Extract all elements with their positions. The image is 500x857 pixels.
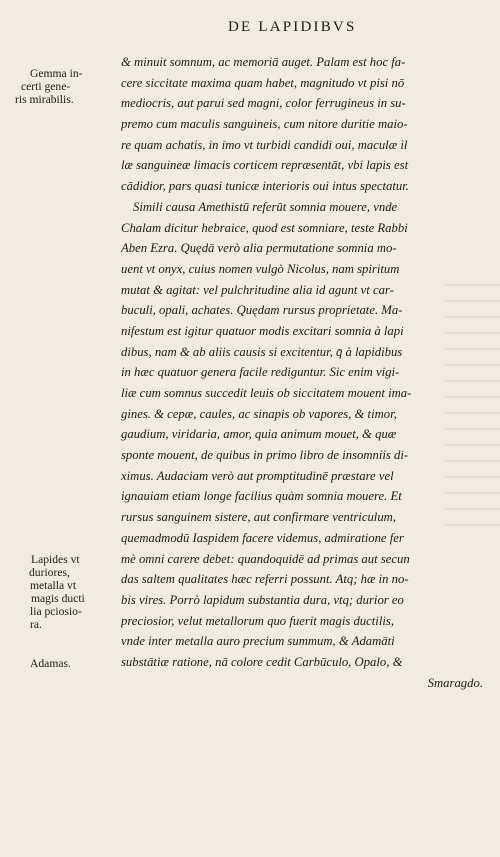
margin-note-line: Adamas.: [30, 657, 71, 670]
text-line: ximus. Audaciam verò aut promptitudinē præstare vel: [121, 468, 394, 483]
text-line: dibus, nam & ab aliis causis si excitentur, q̄ à lapidibus: [121, 344, 403, 359]
margin-note-lapides: [10, 553, 120, 631]
text-line: quemadmodū Iaspidem facere videmus, admiratione fer: [121, 530, 404, 545]
text-line: preciosior, velut metallorum quo fuerit magis ductilis,: [121, 613, 394, 628]
text-line: & minuit somnum, ac memoriā auget. Palam est hoc fa-: [121, 55, 406, 69]
text-line: uent vt onyx, cuius nomen vulgò Nicolus, nam spiritum: [121, 261, 400, 276]
text-line: in hæc quatuor genera facile rediguntur. Sic enim vigi-: [121, 365, 400, 380]
text-line-final: Smaragdo.: [427, 675, 483, 690]
text-line: mè omni carere debet: quandoquidē ad primas aut secun: [121, 551, 410, 566]
text-line: vnde inter metalla auro precium summum, & Adamāti: [121, 634, 395, 649]
text-line: buculi, opali, achates. Quędam rursus proprietate. Ma-: [121, 303, 403, 318]
text-line: mutat & agitat: vel pulchritudine alia id agunt vt car-: [121, 282, 394, 297]
margin-note-line: ris mirabilis.: [15, 93, 74, 106]
text-line: Aben Ezra. Quędā verò alia permutatione somnia mo-: [121, 241, 397, 256]
text-line: re quam achatis, in imo vt turbidi candidi oui, maculæ il: [121, 137, 408, 152]
margin-note-line: metalla vt: [30, 579, 77, 592]
text-line: gaudium, viridaria, amor, quia animum mouet, & quæ: [121, 427, 397, 442]
text-line: substātiæ ratione, nā colore cedit Carbūculo, Opalo, &: [121, 654, 403, 669]
margin-note-line: Gemma in-: [30, 67, 83, 80]
running-title: DE LAPIDIBVS: [228, 19, 357, 35]
text-line: sponte mouent, de quibus in primo libro de insomniis di-: [121, 448, 409, 463]
margin-note-line: duriores,: [29, 566, 70, 579]
margin-note-line: certi gene-: [21, 80, 71, 93]
text-line: læ sanguineæ limacis corticem repræsentāt, vbi lapis est: [121, 158, 409, 173]
margin-note-line: Lapides vt: [31, 553, 80, 566]
text-line: nifestum est igitur quatuor modis excitari somnia à lapi: [121, 323, 404, 338]
text-line: Simili causa Amethistū referūt somnia mouere, vnde: [133, 199, 398, 214]
text-line: gines. & cepæ, caules, ac sinapis ob vapores, & timor,: [121, 406, 397, 421]
text-line: das saltem qualitates hæc referri possunt. Atq; hæ in no-: [121, 572, 409, 587]
main-text-column: [121, 52, 491, 693]
text-line: ignauiam etiam longe facilius quàm somnia mouere. Et: [121, 489, 402, 504]
margin-note-line: magis ducti: [31, 592, 85, 605]
margin-note-gemma: [10, 67, 120, 106]
margin-note-line: ra.: [30, 618, 42, 631]
margin-note-line: lia pciosio-: [30, 605, 82, 618]
margin-note-adamas: [10, 657, 120, 670]
text-line: bis vires. Porrò lapidum substantia dura, vtq; durior eo: [121, 592, 404, 607]
text-line: mediocris, aut parui sed magni, color ferrugineus in su-: [121, 96, 406, 111]
text-line: rursus sanguinem sistere, aut confirmare ventriculum,: [121, 510, 396, 525]
text-line: cādidior, pars quasi tunicæ interioris oui intus spectatur.: [121, 179, 409, 194]
text-line: cere siccitate maxima quam habet, magnitudo vt pisi nō: [121, 75, 405, 90]
text-line: liæ cum somnus succedit leuis ob siccitatem mouent ima-: [121, 386, 412, 400]
text-line: premo cum maculis sanguineis, cum nitore duritie maio-: [121, 117, 408, 132]
text-line: Chalam dicitur hebraice, quod est somniare, teste Rabbi: [121, 220, 408, 235]
